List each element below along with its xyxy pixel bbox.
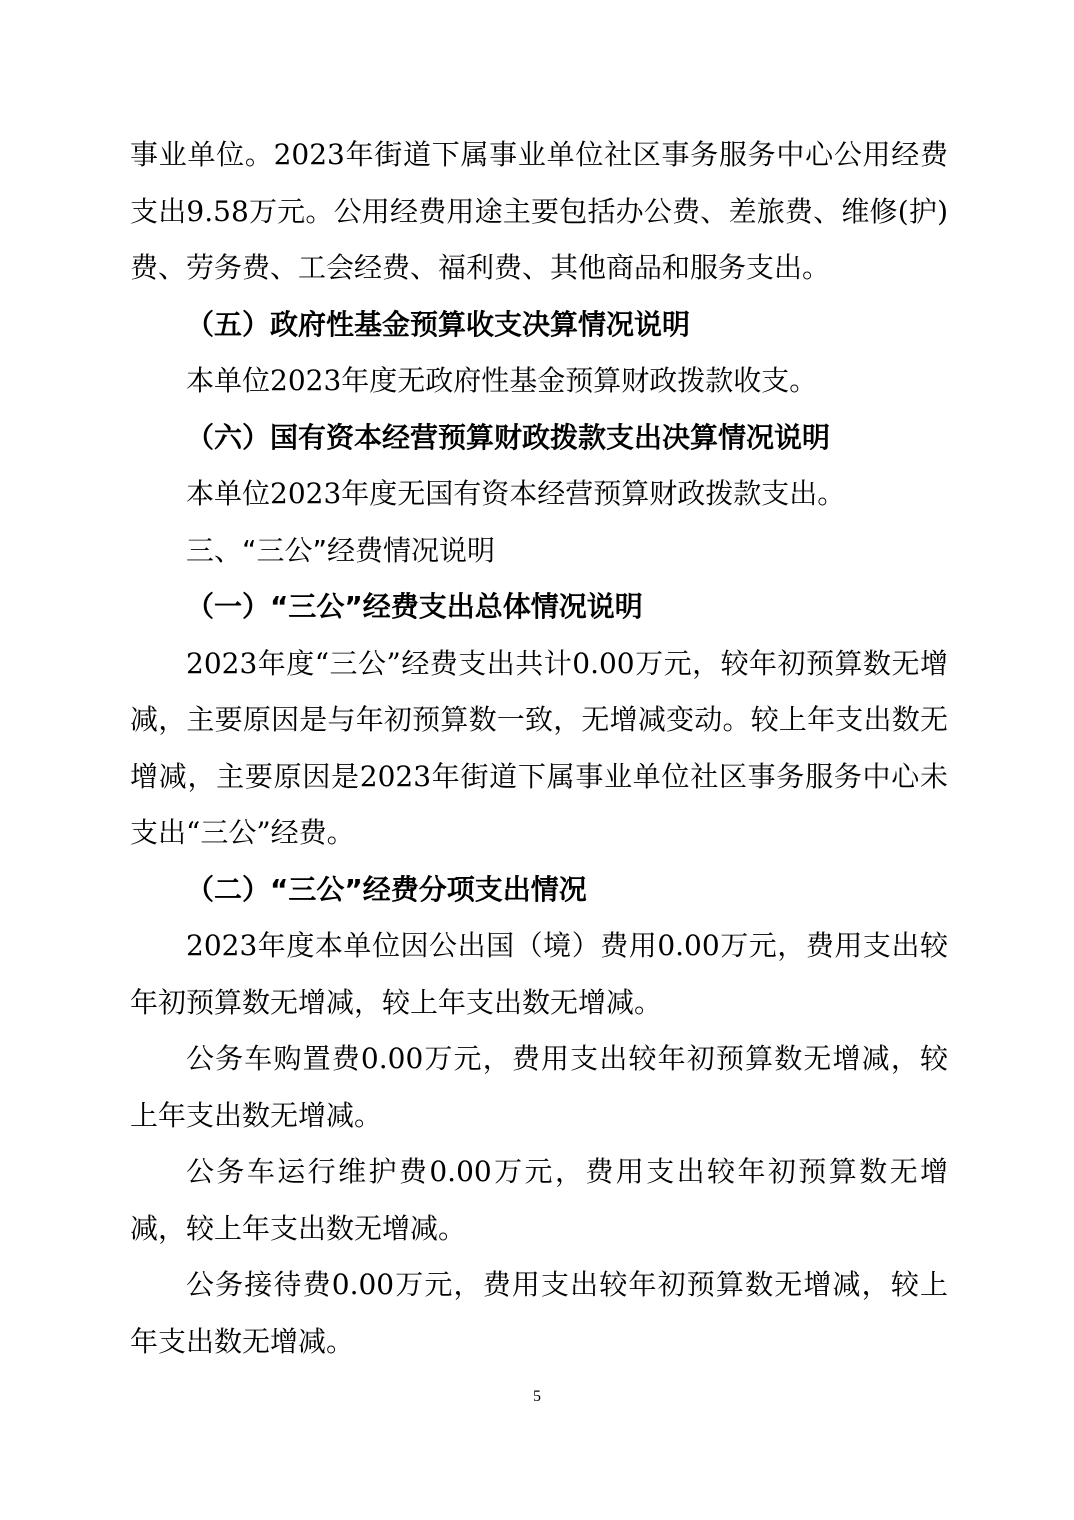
document-body — [130, 127, 948, 1370]
section-heading-2: （二）“三公”经费分项支出情况 — [186, 872, 587, 906]
paragraph: 本单位2023年度无国有资本经营预算财政拨款支出。 — [186, 477, 846, 510]
paragraph: 公务车购置费0.00万元，费用支出较年初预算数无增减，较上年支出数无增减。 — [130, 1042, 948, 1132]
paragraph: 公务车运行维护费0.00万元，费用支出较年初预算数无增减，较上年支出数无增减。 — [130, 1155, 948, 1245]
chapter-heading-3: 三、“三公”经费情况说明 — [186, 533, 496, 567]
page-number: 5 — [533, 1388, 541, 1405]
paragraph: 2023年度本单位因公出国（境）费用0.00万元，费用支出较年初预算数无增减，较上年支出数无增减。 — [130, 929, 948, 1019]
section-heading-6: （六）国有资本经营预算财政拨款支出决算情况说明 — [186, 420, 831, 454]
section-heading-1: （一）“三公”经费支出总体情况说明 — [186, 590, 643, 623]
paragraph-continuation: 事业单位。2023年街道下属事业单位社区事务服务中心公用经费支出9.58万元。公用经费用途主要包括办公费、差旅费、维修(护)费、劳务费、工会经费、福利费、其他商品和服务支出。 — [130, 138, 948, 284]
paragraph: 公务接待费0.00万元，费用支出较年初预算数无增减，较上年支出数无增减。 — [130, 1268, 948, 1358]
paragraph: 2023年度“三公”经费支出共计0.00万元，较年初预算数无增减，主要原因是与年初预算数一致，无增减变动。较上年支出数无增减，主要原因是2023年街道下属事业单位社区事务服务中心未支出“三公”经费。 — [130, 646, 948, 849]
paragraph: 本单位2023年度无政府性基金预算财政拨款收支。 — [186, 364, 818, 397]
section-heading-5: （五）政府性基金预算收支决算情况说明 — [186, 307, 691, 341]
